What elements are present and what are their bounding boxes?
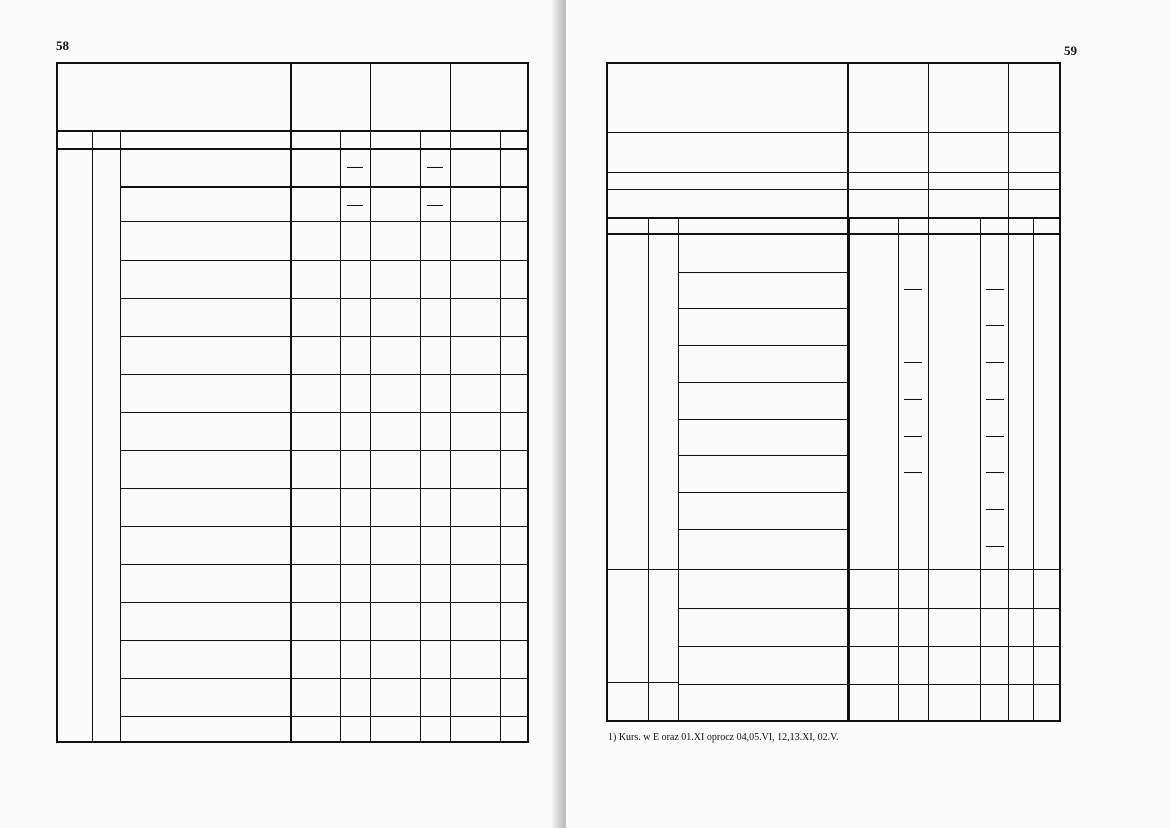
empty-row-rule	[120, 412, 529, 413]
empty-row-rule	[120, 716, 529, 717]
empty-row-rule	[120, 564, 529, 565]
rule-line	[678, 455, 847, 456]
rule-line	[986, 546, 1004, 547]
rule-line	[347, 167, 363, 168]
left-timetable	[56, 62, 529, 743]
rule-line	[608, 172, 1059, 173]
rule-line	[986, 362, 1004, 363]
empty-row-rule	[120, 374, 529, 375]
rule-line	[678, 529, 847, 530]
rule-line	[678, 382, 847, 383]
rule-line	[370, 64, 371, 132]
empty-row-rule	[120, 488, 529, 489]
rule-line	[120, 221, 529, 222]
rule-line	[986, 289, 1004, 290]
rule-line	[92, 132, 93, 741]
column-number-rule	[608, 233, 1059, 235]
rule-line	[678, 419, 847, 420]
rule-line	[608, 132, 1059, 133]
header-rule	[58, 130, 529, 132]
rule-line	[986, 325, 1004, 326]
rule-line	[678, 308, 847, 309]
rule-line	[420, 132, 421, 741]
rule-line	[427, 167, 443, 168]
rule-line	[986, 472, 1004, 473]
rule-line	[450, 132, 451, 741]
rule-line	[427, 205, 443, 206]
empty-row-rule	[120, 260, 529, 261]
rule-line	[904, 399, 922, 400]
empty-row-rule	[120, 336, 529, 337]
rule-line	[347, 205, 363, 206]
rule-line	[904, 362, 922, 363]
rule-line	[847, 64, 849, 233]
column-number-rule	[58, 148, 529, 150]
empty-row-rule	[608, 682, 678, 683]
rule-line	[608, 189, 1059, 190]
empty-row-rule	[120, 298, 529, 299]
rule-line	[290, 186, 529, 188]
header-rule	[608, 217, 1059, 219]
empty-row-rule	[120, 640, 529, 641]
empty-row-rule	[678, 608, 1059, 609]
empty-row-rule	[120, 526, 529, 527]
rule-line	[986, 436, 1004, 437]
rule-line	[648, 219, 649, 720]
rule-line	[120, 132, 121, 741]
column-divider-thick	[847, 219, 850, 720]
rule-line	[928, 64, 929, 233]
rule-line	[370, 132, 371, 741]
empty-row-rule	[120, 678, 529, 679]
rule-line	[986, 399, 1004, 400]
left-page-number: 58	[56, 38, 69, 53]
rule-line	[928, 219, 929, 720]
rule-line	[986, 509, 1004, 510]
rule-line	[678, 219, 679, 720]
rule-line	[678, 272, 847, 273]
rule-line	[120, 186, 290, 188]
rule-line	[450, 64, 451, 132]
empty-row-rule	[678, 684, 1059, 685]
rule-line	[1008, 219, 1009, 720]
rule-line	[340, 132, 341, 741]
rule-line	[500, 132, 501, 741]
empty-row-rule	[608, 569, 1059, 570]
rule-line	[1008, 64, 1009, 233]
empty-row-rule	[120, 450, 529, 451]
rule-line	[678, 345, 847, 346]
footnote: 1) Kurs. w E oraz 01.XI oprocz 04,05.VI, 12,13.XI, 02.V.	[608, 732, 839, 743]
right-page-number: 59	[1064, 43, 1077, 58]
right-timetable	[606, 62, 1061, 722]
rule-line	[904, 436, 922, 437]
rule-line	[980, 219, 981, 720]
rule-line	[904, 472, 922, 473]
rule-line	[904, 289, 922, 290]
empty-row-rule	[120, 602, 529, 603]
rule-line	[678, 492, 847, 493]
rule-line	[1033, 219, 1034, 720]
empty-row-rule	[678, 646, 1059, 647]
rule-line	[898, 219, 899, 720]
